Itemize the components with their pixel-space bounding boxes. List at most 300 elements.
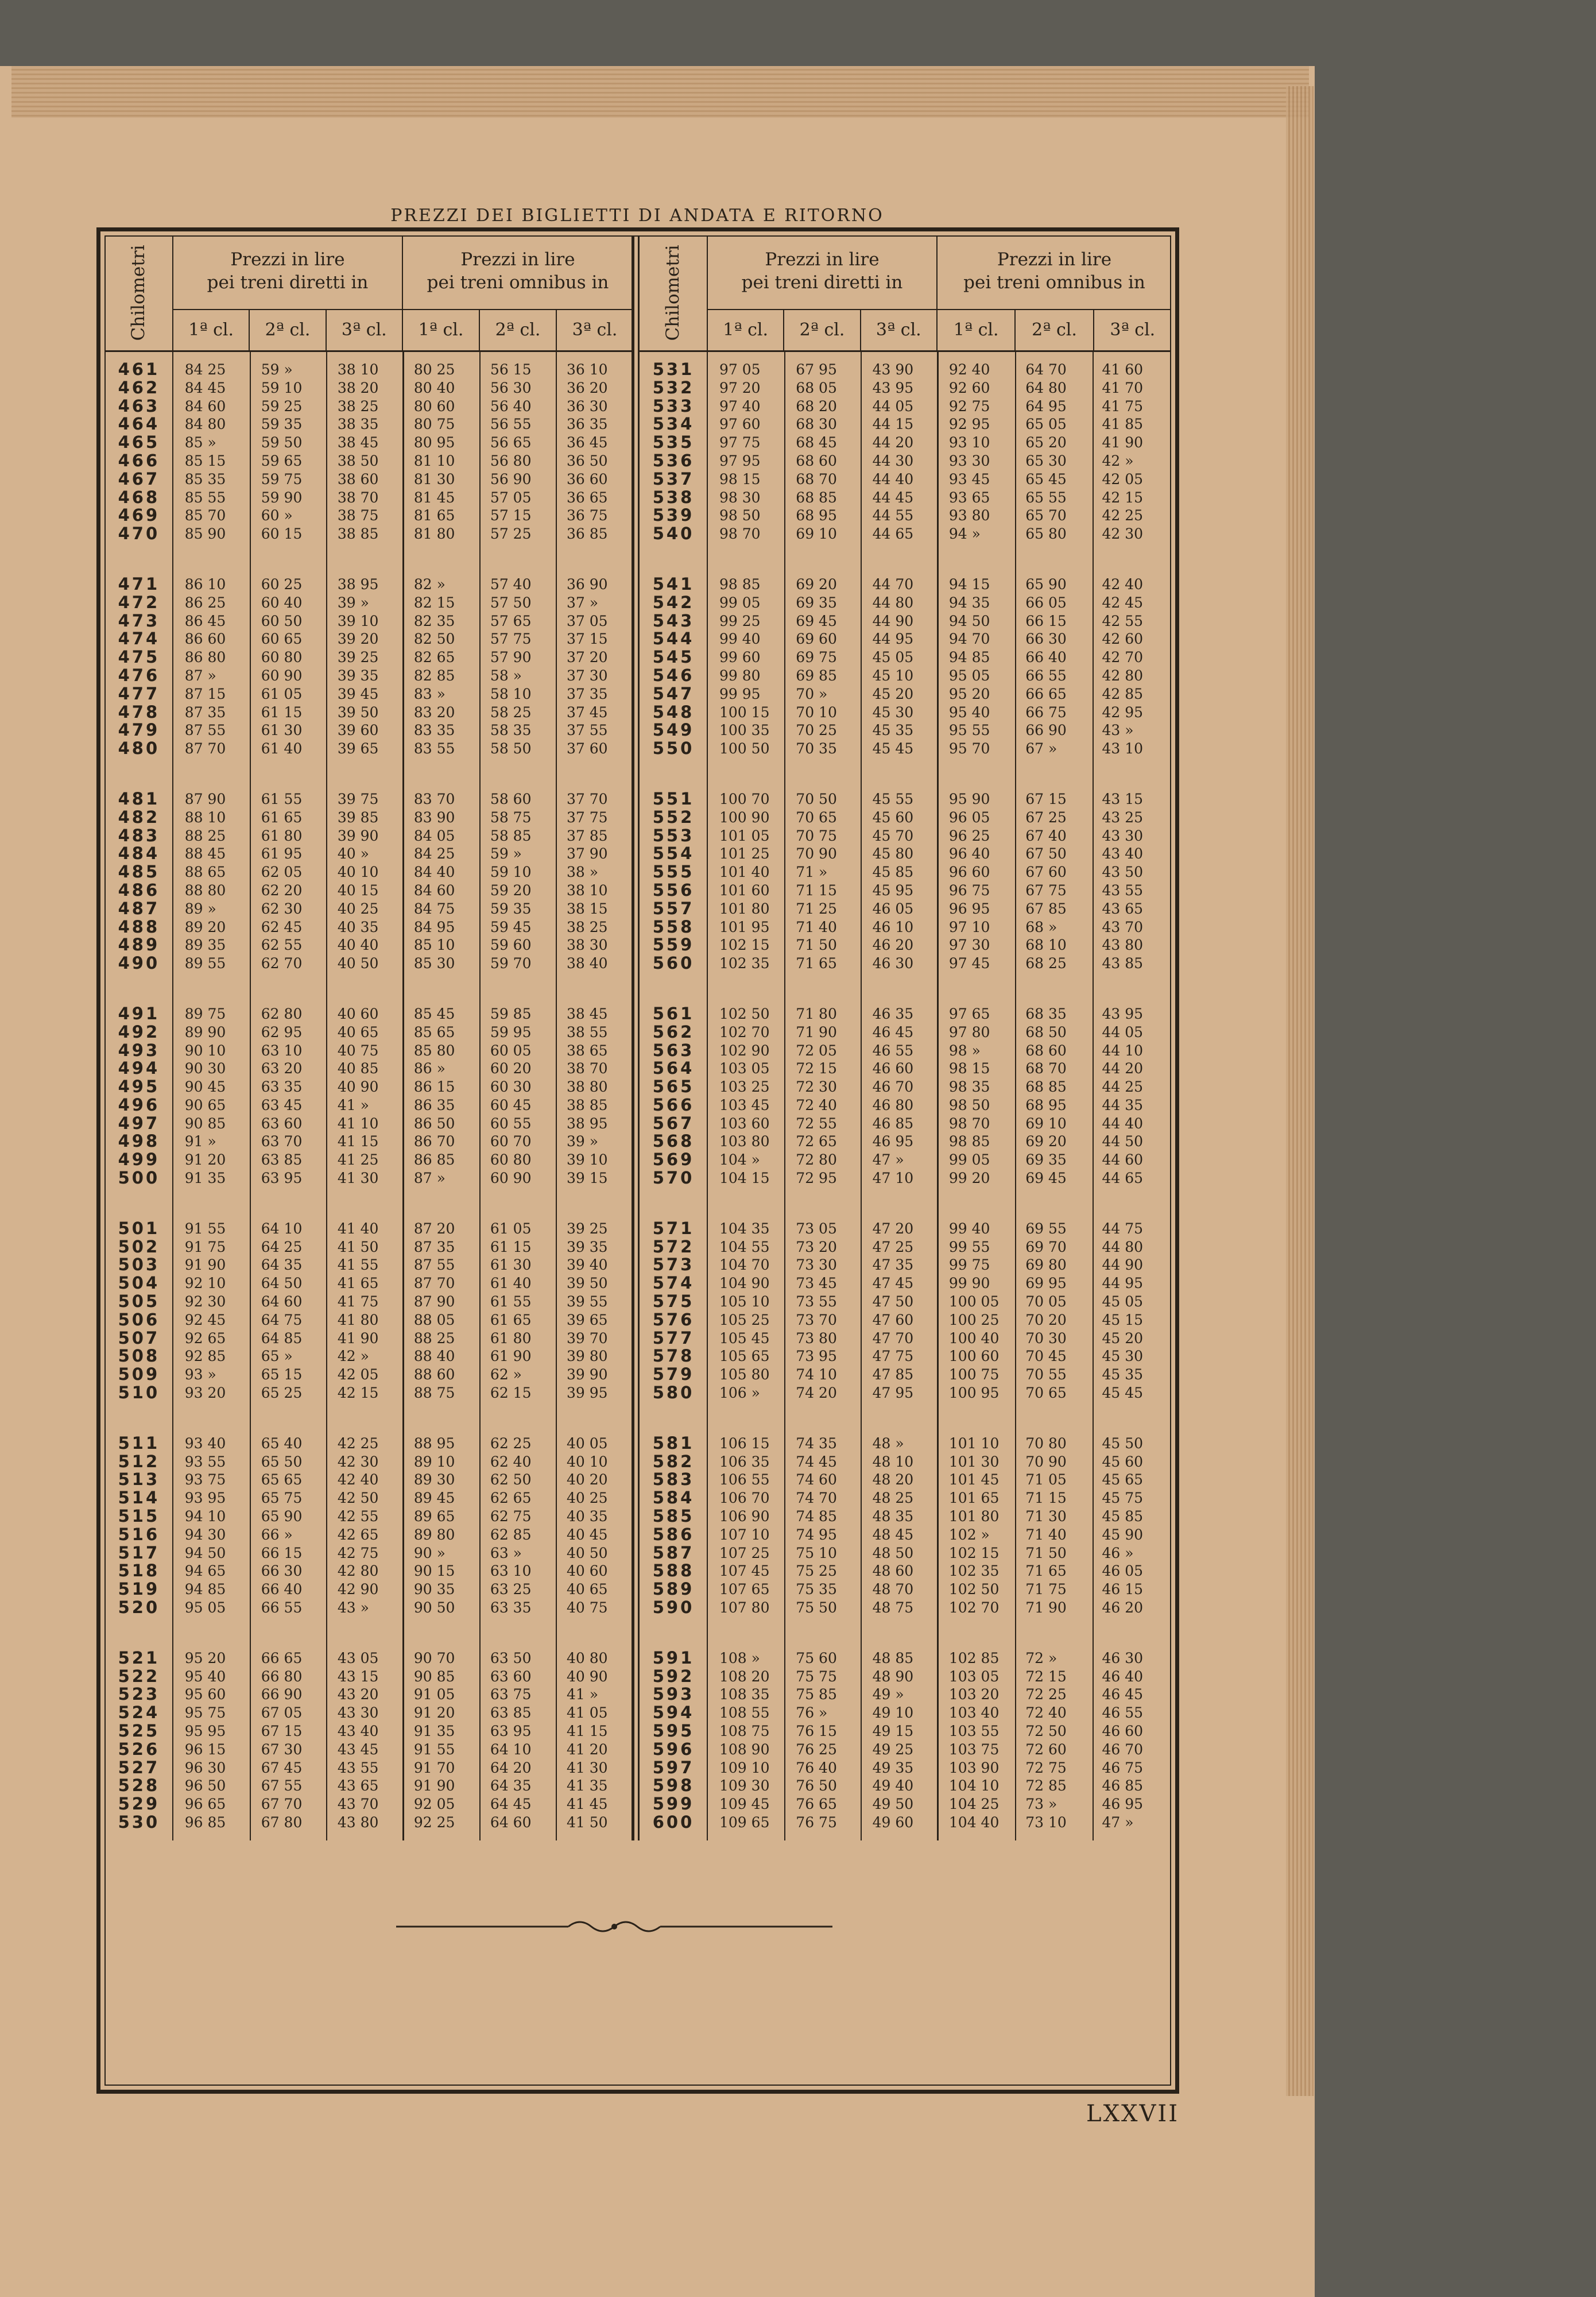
price-cell: 42 80: [337, 1563, 379, 1580]
price-cell: 60 80: [261, 649, 303, 666]
price-cell: 48 85: [872, 1649, 914, 1666]
km-cell: 535: [652, 432, 695, 453]
km-cell: 484: [118, 844, 160, 864]
price-cell: 38 80: [566, 1078, 608, 1096]
price-cell: 88 25: [184, 827, 226, 844]
price-cell: 99 20: [948, 1170, 990, 1187]
class-1-header: 1ª cl.: [173, 310, 250, 350]
price-cell: 66 15: [1025, 612, 1067, 629]
table-row: [639, 1059, 1171, 1078]
price-cell: 39 65: [566, 1311, 608, 1328]
price-cell: 40 90: [566, 1668, 608, 1685]
km-cell: 540: [652, 524, 695, 544]
price-cell: 72 05: [796, 1042, 837, 1059]
table-row: [104, 470, 632, 489]
price-cell: 49 15: [872, 1723, 914, 1739]
price-cell: 67 80: [261, 1813, 303, 1831]
price-cell: 48 45: [872, 1526, 914, 1543]
price-cell: 49 40: [872, 1777, 914, 1795]
price-cell: 42 80: [1102, 667, 1144, 684]
price-cell: 107 45: [719, 1563, 770, 1580]
price-cell: 68 10: [1025, 937, 1067, 954]
km-cell: 463: [118, 396, 160, 416]
price-cell: 88 10: [184, 809, 226, 826]
table-row: [104, 1649, 632, 1668]
table-row: [639, 863, 1171, 881]
table-row: [104, 1347, 632, 1366]
price-cell: 97 20: [719, 379, 761, 396]
price-cell: 87 70: [413, 1275, 455, 1292]
price-cell: 100 70: [719, 790, 770, 807]
price-cell: 36 45: [566, 434, 608, 451]
price-cell: 94 85: [948, 649, 990, 666]
km-cell: 581: [652, 1433, 695, 1453]
price-cell: 72 65: [796, 1133, 837, 1150]
price-cell: 65 50: [261, 1453, 303, 1470]
price-cell: 68 85: [1025, 1078, 1067, 1096]
price-cell: 92 65: [184, 1329, 226, 1347]
km-cell: 525: [118, 1721, 160, 1741]
price-cell: 59 90: [261, 489, 303, 506]
price-cell: 63 60: [261, 1115, 303, 1132]
price-cell: 47 45: [872, 1275, 914, 1292]
price-cell: 62 80: [261, 1005, 303, 1022]
price-cell: 103 80: [719, 1133, 770, 1150]
table-row: [104, 1599, 632, 1617]
km-cell: 491: [118, 1003, 160, 1023]
price-cell: 41 25: [337, 1151, 379, 1169]
km-cell: 599: [652, 1794, 695, 1814]
table-row: [639, 575, 1171, 594]
price-cell: 71 90: [796, 1023, 837, 1041]
price-cell: 68 50: [1025, 1023, 1067, 1041]
price-cell: 89 »: [184, 900, 216, 917]
price-cell: 40 90: [337, 1078, 379, 1096]
price-cell: 94 65: [184, 1563, 226, 1580]
price-cell: 66 90: [1025, 722, 1067, 739]
table-row: [639, 1005, 1171, 1023]
price-cell: 86 45: [184, 612, 226, 629]
table-row: [639, 703, 1171, 722]
price-cell: 91 35: [184, 1170, 226, 1187]
price-cell: 49 50: [872, 1796, 914, 1813]
km-cell: 538: [652, 487, 695, 507]
price-cell: 89 90: [184, 1023, 226, 1041]
price-cell: 106 70: [719, 1490, 770, 1507]
km-cell: 559: [652, 935, 695, 955]
price-cell: 76 »: [796, 1704, 828, 1722]
price-cell: 59 65: [261, 452, 303, 469]
price-cell: 60 90: [490, 1170, 532, 1187]
price-cell: 70 »: [796, 685, 828, 702]
table-row: [639, 1544, 1171, 1563]
price-cell: 90 10: [184, 1042, 226, 1059]
price-cell: 39 90: [337, 827, 379, 844]
km-cell: 479: [118, 720, 160, 740]
price-cell: 42 40: [1102, 575, 1144, 593]
price-cell: 38 25: [566, 918, 608, 935]
price-cell: 83 70: [413, 790, 455, 807]
price-cell: 76 15: [796, 1723, 837, 1739]
price-cell: 95 70: [948, 740, 990, 757]
km-cell: 513: [118, 1470, 160, 1490]
price-cell: 63 35: [261, 1078, 303, 1096]
price-cell: 100 15: [719, 703, 770, 721]
km-cell: 468: [118, 487, 160, 507]
price-cell: 40 05: [566, 1434, 608, 1452]
price-cell: 104 40: [948, 1813, 1000, 1831]
price-cell: 84 75: [413, 900, 455, 917]
table-row: [639, 845, 1171, 863]
price-cell: 84 25: [184, 361, 226, 378]
price-cell: 56 30: [490, 379, 532, 396]
price-cell: 68 70: [796, 470, 837, 488]
price-cell: 71 40: [796, 918, 837, 935]
price-cell: 57 50: [490, 594, 532, 611]
table-row: [639, 379, 1171, 397]
price-cell: 68 05: [796, 379, 837, 396]
price-cell: 67 45: [261, 1759, 303, 1776]
price-cell: 106 90: [719, 1508, 770, 1525]
price-cell: 105 80: [719, 1366, 770, 1383]
price-cell: 38 60: [337, 470, 379, 488]
price-cell: 102 15: [719, 937, 770, 954]
price-cell: 105 65: [719, 1348, 770, 1365]
price-cell: 61 15: [490, 1238, 532, 1255]
price-cell: 57 65: [490, 612, 532, 629]
price-cell: 60 50: [261, 612, 303, 629]
price-cell: 38 70: [337, 489, 379, 506]
price-cell: 85 90: [184, 525, 226, 543]
km-cell: 500: [118, 1168, 160, 1188]
price-cell: 37 05: [566, 612, 608, 629]
price-cell: 57 90: [490, 649, 532, 666]
price-cell: 41 70: [1102, 379, 1144, 396]
price-cell: 68 95: [1025, 1096, 1067, 1113]
price-cell: 66 40: [261, 1581, 303, 1598]
price-cell: 94 35: [948, 594, 990, 611]
price-cell: 93 65: [948, 489, 990, 506]
price-cell: 95 55: [948, 722, 990, 739]
price-cell: 70 65: [796, 809, 837, 826]
price-cell: 92 40: [948, 361, 990, 378]
price-cell: 44 20: [872, 434, 914, 451]
direct-trains-header: [173, 235, 403, 350]
price-cell: 62 15: [490, 1385, 532, 1402]
table-row: [639, 1096, 1171, 1115]
price-cell: 91 55: [184, 1220, 226, 1237]
table-row: [639, 790, 1171, 809]
price-cell: 64 60: [261, 1293, 303, 1310]
price-cell: 84 05: [413, 827, 455, 844]
price-cell: 61 40: [261, 740, 303, 757]
price-cell: 95 05: [184, 1599, 226, 1617]
price-cell: 40 20: [566, 1471, 608, 1488]
km-cell: 542: [652, 592, 695, 612]
price-cell: 60 80: [490, 1151, 532, 1169]
price-cell: 41 »: [566, 1686, 599, 1703]
price-cell: 61 30: [261, 722, 303, 739]
price-cell: 89 75: [184, 1005, 226, 1022]
price-cell: 43 40: [337, 1723, 379, 1739]
price-cell: 42 25: [1102, 507, 1144, 524]
price-cell: 85 30: [413, 955, 455, 972]
price-cell: 103 25: [719, 1078, 770, 1096]
table-row: [104, 1115, 632, 1133]
price-cell: 84 95: [413, 918, 455, 935]
table-row: [104, 1453, 632, 1471]
price-cell: 46 80: [872, 1096, 914, 1113]
table-row: [104, 1685, 632, 1704]
km-cell: 487: [118, 898, 160, 918]
table-row: [639, 1366, 1171, 1384]
table-row: [639, 1759, 1171, 1777]
price-cell: 84 45: [184, 379, 226, 396]
price-cell: 100 05: [948, 1293, 1000, 1310]
price-cell: 39 70: [566, 1329, 608, 1347]
price-cell: 74 60: [796, 1471, 837, 1488]
price-cell: 93 45: [948, 470, 990, 488]
price-cell: 98 35: [948, 1078, 990, 1096]
price-cell: 87 15: [184, 685, 226, 702]
price-cell: 89 45: [413, 1490, 455, 1507]
price-cell: 43 65: [337, 1777, 379, 1795]
price-cell: 71 65: [1025, 1563, 1067, 1580]
price-cell: 69 55: [1025, 1220, 1067, 1237]
price-cell: 93 75: [184, 1471, 226, 1488]
price-cell: 45 15: [1102, 1311, 1144, 1328]
price-cell: 61 30: [490, 1256, 532, 1274]
km-cell: 494: [118, 1058, 160, 1078]
table-row: [639, 506, 1171, 525]
price-cell: 37 »: [566, 594, 599, 611]
price-cell: 97 30: [948, 937, 990, 954]
price-cell: 83 »: [413, 685, 446, 702]
table-row: [639, 1256, 1171, 1274]
km-cell: 569: [652, 1150, 695, 1170]
price-cell: 65 40: [261, 1434, 303, 1452]
price-cell: 83 55: [413, 740, 455, 757]
price-cell: 47 25: [872, 1238, 914, 1255]
price-cell: 100 50: [719, 740, 770, 757]
row-group: [104, 1434, 632, 1617]
price-cell: 62 30: [261, 900, 303, 917]
price-cell: 85 65: [413, 1023, 455, 1041]
table-row: [104, 1238, 632, 1256]
page-edge-top: [11, 66, 1309, 118]
price-cell: 69 20: [1025, 1133, 1067, 1150]
price-cell: 64 50: [261, 1275, 303, 1292]
price-cell: 84 25: [413, 845, 455, 863]
price-cell: 97 60: [719, 416, 761, 433]
table-row: [639, 630, 1171, 648]
price-cell: 64 85: [261, 1329, 303, 1347]
price-cell: 44 65: [872, 525, 914, 543]
km-cell: 564: [652, 1058, 695, 1078]
row-group: [639, 361, 1171, 543]
price-cell: 85 10: [413, 937, 455, 954]
price-cell: 37 30: [566, 667, 608, 684]
price-cell: 86 70: [413, 1133, 455, 1150]
price-cell: 82 85: [413, 667, 455, 684]
price-cell: 103 05: [948, 1668, 1000, 1685]
price-cell: 40 15: [337, 881, 379, 899]
price-cell: 83 35: [413, 722, 455, 739]
price-cell: 59 10: [261, 379, 303, 396]
price-cell: 48 35: [872, 1508, 914, 1525]
price-cell: 88 25: [413, 1329, 455, 1347]
table-row: [639, 1115, 1171, 1133]
price-cell: 93 40: [184, 1434, 226, 1452]
price-cell: 98 50: [948, 1096, 990, 1113]
price-cell: 86 60: [184, 631, 226, 648]
price-cell: 70 50: [796, 790, 837, 807]
price-cell: 100 35: [719, 722, 770, 739]
price-cell: 68 60: [796, 452, 837, 469]
price-cell: 39 10: [337, 612, 379, 629]
price-cell: 69 20: [796, 575, 837, 593]
price-cell: 67 70: [261, 1796, 303, 1813]
price-cell: 42 »: [337, 1348, 369, 1365]
price-cell: 64 20: [490, 1759, 532, 1776]
price-cell: 49 25: [872, 1741, 914, 1758]
class-3-header: 3ª cl.: [341, 320, 387, 340]
price-cell: 40 35: [337, 918, 379, 935]
table-row: [639, 1507, 1171, 1526]
price-cell: 94 50: [184, 1544, 226, 1561]
price-cell: 107 25: [719, 1544, 770, 1561]
price-cell: 72 40: [796, 1096, 837, 1113]
price-cell: 89 80: [413, 1526, 455, 1543]
km-cell: 524: [118, 1703, 160, 1723]
price-cell: 68 45: [796, 434, 837, 451]
table-row: [104, 1293, 632, 1311]
price-cell: 38 30: [566, 937, 608, 954]
price-cell: 98 15: [719, 470, 761, 488]
price-cell: 39 90: [566, 1366, 608, 1383]
price-cell: 57 40: [490, 575, 532, 593]
table-row: [639, 1741, 1171, 1759]
price-cell: 65 55: [1025, 489, 1067, 506]
price-cell: 59 »: [490, 845, 522, 863]
price-cell: 98 50: [719, 507, 761, 524]
price-cell: 64 80: [1025, 379, 1067, 396]
table-row: [104, 648, 632, 667]
km-cell: 474: [118, 629, 160, 649]
price-cell: 70 80: [1025, 1434, 1067, 1452]
row-group: [104, 790, 632, 973]
price-cell: 86 25: [184, 594, 226, 611]
price-cell: 75 10: [796, 1544, 837, 1561]
price-cell: 74 70: [796, 1490, 837, 1507]
price-cell: 84 40: [413, 864, 455, 881]
price-cell: 76 25: [796, 1741, 837, 1758]
price-cell: 44 35: [1102, 1096, 1144, 1113]
price-cell: 43 45: [337, 1741, 379, 1758]
price-cell: 67 55: [261, 1777, 303, 1795]
price-cell: 95 95: [184, 1723, 226, 1739]
price-cell: 56 40: [490, 397, 532, 415]
price-cell: 95 90: [948, 790, 990, 807]
km-cell: 561: [652, 1003, 695, 1023]
price-cell: 90 65: [184, 1096, 226, 1113]
row-group: [104, 1220, 632, 1402]
price-cell: 106 15: [719, 1434, 770, 1452]
price-cell: 104 15: [719, 1170, 770, 1187]
price-cell: 84 60: [184, 397, 226, 415]
table-row: [639, 667, 1171, 685]
km-cell: 545: [652, 647, 695, 667]
table-row: [104, 740, 632, 758]
price-cell: 69 75: [796, 649, 837, 666]
km-cell: 577: [652, 1328, 695, 1348]
price-cell: 65 30: [1025, 452, 1067, 469]
price-cell: 39 25: [566, 1220, 608, 1237]
price-cell: 92 30: [184, 1293, 226, 1310]
price-cell: 93 55: [184, 1453, 226, 1470]
price-cell: 95 20: [948, 685, 990, 702]
price-cell: 66 55: [1025, 667, 1067, 684]
class-1-header: 1ª cl.: [708, 310, 784, 350]
km-cell: 527: [118, 1757, 160, 1777]
table-row: [104, 1023, 632, 1042]
price-cell: 40 25: [566, 1490, 608, 1507]
km-cell: 503: [118, 1255, 160, 1275]
price-cell: 65 05: [1025, 416, 1067, 433]
price-cell: 65 25: [261, 1385, 303, 1402]
price-cell: 62 95: [261, 1023, 303, 1041]
price-cell: 99 60: [719, 649, 761, 666]
price-cell: 99 75: [948, 1256, 990, 1274]
km-cell: 464: [118, 414, 160, 434]
table-row: [639, 1132, 1171, 1151]
price-cell: 91 90: [413, 1777, 455, 1795]
price-cell: 101 25: [719, 845, 770, 863]
price-cell: 42 40: [337, 1471, 379, 1488]
price-cell: 100 25: [948, 1311, 1000, 1328]
price-cell: 48 »: [872, 1434, 904, 1452]
price-cell: 45 60: [872, 809, 914, 826]
price-cell: 63 10: [490, 1563, 532, 1580]
price-cell: 43 30: [1102, 827, 1144, 844]
price-cell: 45 60: [1102, 1453, 1144, 1470]
price-cell: 100 75: [948, 1366, 1000, 1383]
price-cell: 48 10: [872, 1453, 914, 1470]
price-cell: 62 55: [261, 937, 303, 954]
price-cell: 64 25: [261, 1238, 303, 1255]
price-cell: 101 80: [948, 1508, 1000, 1525]
km-cell: 462: [118, 377, 160, 397]
price-cell: 70 10: [796, 703, 837, 721]
table-row: [639, 1293, 1171, 1311]
price-cell: 47 »: [1102, 1813, 1134, 1831]
price-cell: 63 50: [490, 1649, 532, 1666]
price-cell: 36 75: [566, 507, 608, 524]
price-cell: 76 75: [796, 1813, 837, 1831]
price-cell: 65 45: [1025, 470, 1067, 488]
price-cell: 97 05: [719, 361, 761, 378]
km-cell: 598: [652, 1776, 695, 1796]
km-cell: 526: [118, 1739, 160, 1759]
price-cell: 47 95: [872, 1385, 914, 1402]
price-cell: 72 95: [796, 1170, 837, 1187]
price-cell: 101 10: [948, 1434, 1000, 1452]
price-cell: 102 85: [948, 1649, 1000, 1666]
price-cell: 71 90: [1025, 1599, 1067, 1617]
price-cell: 41 75: [1102, 397, 1144, 415]
table-row: [104, 1704, 632, 1722]
table-row: [639, 1526, 1171, 1544]
